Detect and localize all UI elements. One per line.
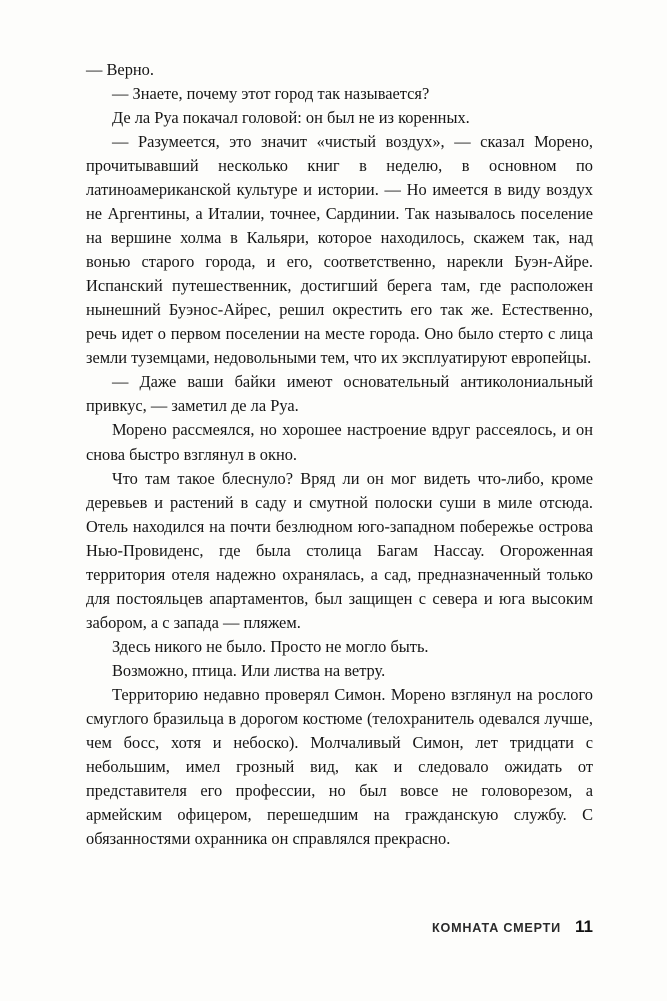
paragraph: Территорию недавно проверял Симон. Морено взглянул на рослого смуглого бразильца в дорогом костюме (телохранитель одевался лучше, чем босс, хотя и небоско). Молчаливый Симон, лет тридцати с небольшим, имел грозный вид, как и следовало ожидать от представителя его профессии, но был вовсе не головорезом, а армейским офицером, перешедшим на гражданскую службу. С обязанностями охранника он справлялся прекрасно. [86,684,593,848]
page-body [86,58,593,851]
paragraph: Морено рассмеялся, но хорошее настроение вдруг рассеялось, и он снова быстро взглянул в окно. [86,420,593,464]
paragraph: — Верно. [86,60,154,79]
paragraph: Де ла Руа покачал головой: он был не из коренных. [112,108,470,128]
paragraph: Что там такое блеснуло? Вряд ли он мог видеть что-либо, кроме деревьев и растений в саду и смутной полоски суши в миле отсюда. Отель находился на почти безлюдном юго-западном побережье острова Нью-Провиденс, где была столица Багам Нассау. Огороженная территория отеля надежно охранялась, а сад, предназначенный только для постояльцев апартаментов, был защищен с севера и юга высоким забором, а с запада — пляжем. [86,468,593,632]
paragraph: — Знаете, почему этот город так называется? [112,84,430,104]
paragraph: — Разумеется, это значит «чистый воздух», — сказал Морено, прочитывавший несколько книг в неделю, в основном по латиноамериканской культуре и истории. — Но имеется в виду воздух не Аргентины, а Италии, точнее, Сардинии. Так называлось поселение на вершине холма в Кальяри, которое находилось, скажем так, над вонью старого города, и его, соответственно, нарекли Буэн-Айре. Испанский путешественник, достигший берега там, где расположен нынешний Буэнос-Айрес, решил окрестить его так же. Естественно, речь идет о первом поселении на месте города. Оно было стерто с лица земли туземцами, недовольными тем, что их эксплуатируют европейцы. [86,132,593,368]
running-title: КОМНАТА СМЕРТИ [431,921,562,935]
page-number: 11 [575,917,593,936]
paragraph: — Даже ваши байки имеют основательный антиколониальный привкус, — заметил де ла Руа. [86,372,593,416]
page-footer [86,917,593,937]
paragraph: Здесь никого не было. Просто не могло быть. [112,636,429,656]
paragraph: Возможно, птица. Или листва на ветру. [112,660,386,680]
